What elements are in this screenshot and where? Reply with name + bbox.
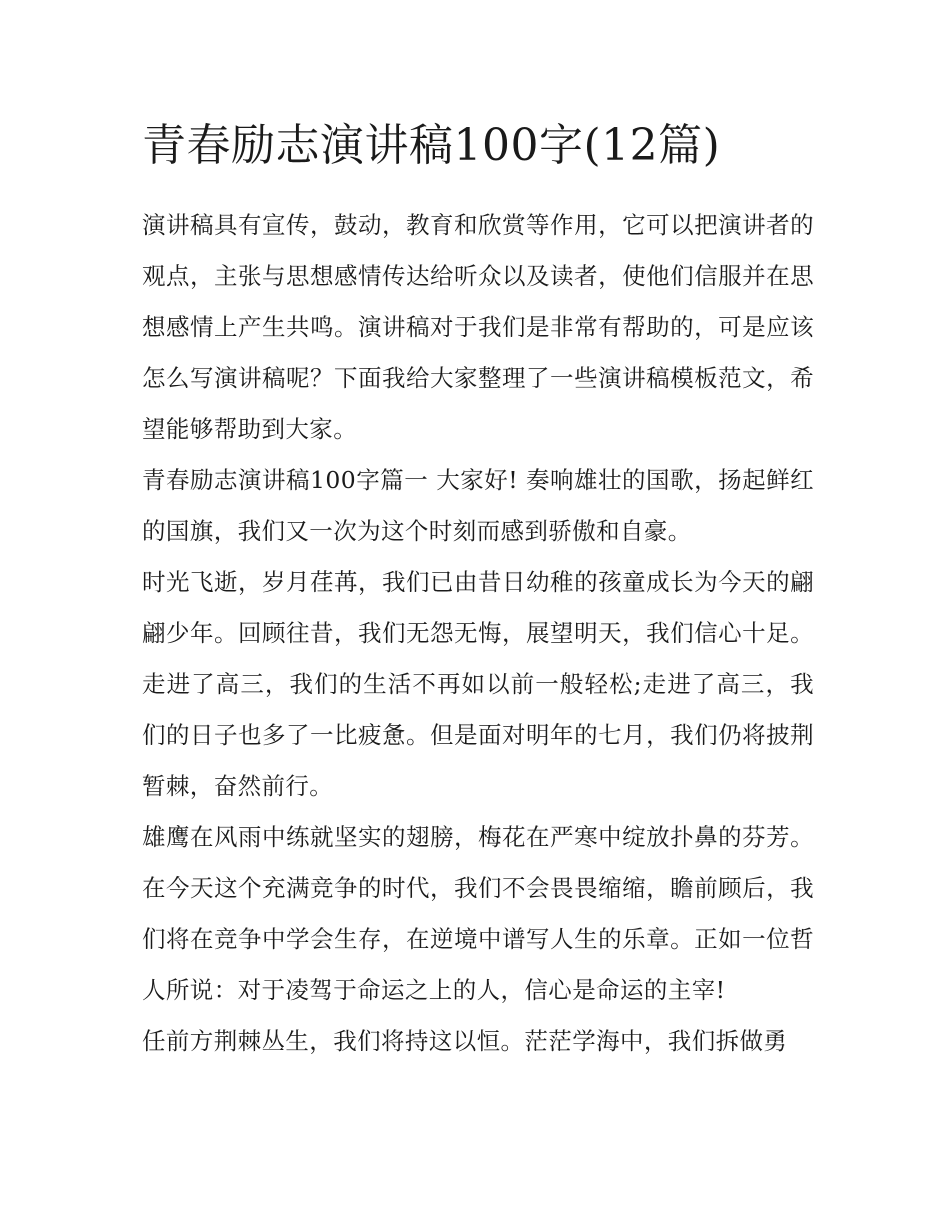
document-body bbox=[142, 200, 814, 1067]
paragraph-intro: 演讲稿具有宣传，鼓动，教育和欣赏等作用，它可以把演讲者的观点，主张与思想感情传达给听众以及读者，使他们信服并在思想感情上产生共鸣。演讲稿对于我们是非常有帮助的，可是应该怎么写演讲稿呢？下面我给大家整理了一些演讲稿模板范文，希望能够帮助到大家。 bbox=[142, 211, 814, 443]
paragraph-speech-one-opening: 青春励志演讲稿100字篇一 大家好! 奏响雄壮的国歌，扬起鲜红的国旗，我们又一次为这个时刻而感到骄傲和自豪。 bbox=[142, 466, 814, 545]
document-page bbox=[142, 112, 814, 1067]
paragraph-eagle: 雄鹰在风雨中练就坚实的翅膀，梅花在严寒中绽放扑鼻的芬芳。在今天这个充满竞争的时代，我们不会畏畏缩缩，瞻前顾后，我们将在竞争中学会生存，在逆境中谱写人生的乐章。正如一位哲人所说：对于凌驾于命运之上的人，信心是命运的主宰! bbox=[142, 823, 814, 1004]
paragraph-thorns: 任前方荆棘丛生，我们将持这以恒。茫茫学海中，我们拆做勇 bbox=[142, 1027, 788, 1055]
paragraph-time-flies: 时光飞逝，岁月荏苒，我们已由昔日幼稚的孩童成长为今天的翩翩少年。回顾往昔，我们无怨无悔，展望明天，我们信心十足。走进了高三，我们的生活不再如以前一般轻松;走进了高三，我们的日子也多了一比疲惫。但是面对明年的七月，我们仍将披荆暂棘，奋然前行。 bbox=[142, 568, 814, 800]
document-title: 青春励志演讲稿100字(12篇) bbox=[142, 120, 721, 171]
